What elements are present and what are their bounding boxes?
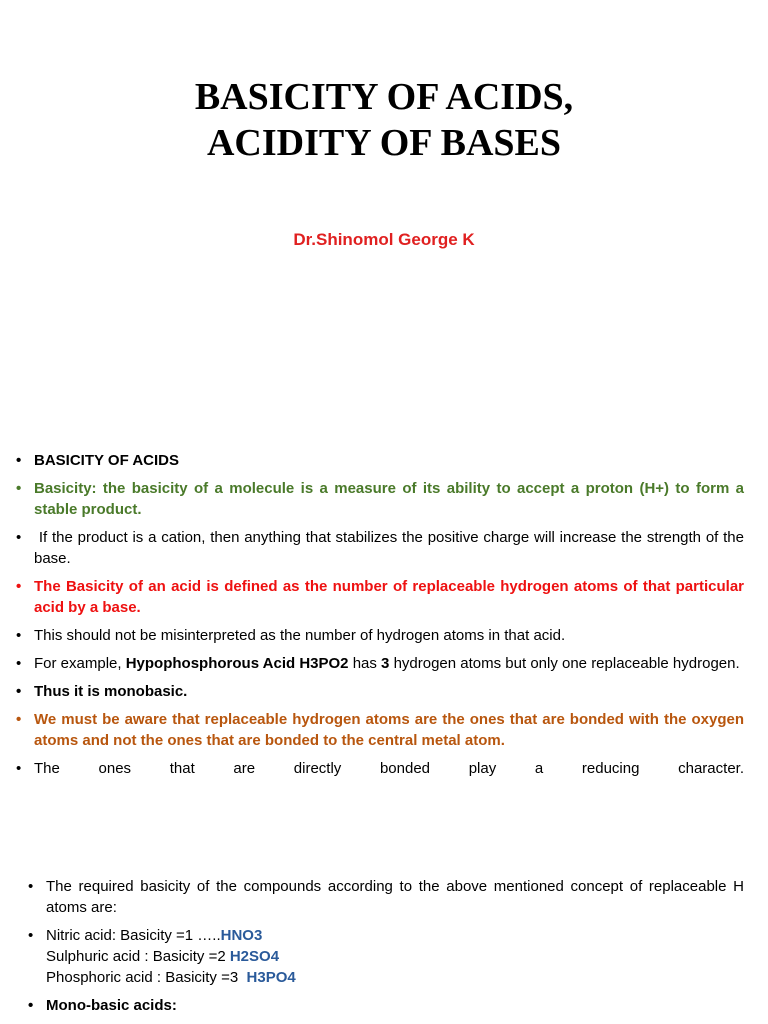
bullet-acid-definition: • The Basicity of an acid is defined as the number of replaceable hydrogen atoms of that particular acid by a base. [16,576,744,618]
title-line-1: BASICITY OF ACIDS, [194,76,574,118]
basicity-list [28,876,744,1023]
bullet-example [16,653,744,674]
bullet-cation [16,527,744,569]
example-acid: Hypophosphorous Acid H3PO2 [125,655,349,672]
phosphoric-formula: H3PO4 [246,969,296,986]
bullet-heading: • BASICITY OF ACIDS [16,450,744,471]
example-has: has [352,655,377,672]
phosphoric-label: Phosphoric acid : Basicity =3 [46,969,239,986]
nitric-line [46,925,744,946]
bullet-directly-bonded: • The ones that are directly bonded play a reducing character. [16,758,744,779]
bullet-required-basicity: • The required basicity of the compounds according to the above mentioned concept of replaceable H atoms are: [28,876,744,918]
bullet-monobasic-acids: • Mono-basic acids: [28,995,744,1016]
sulphuric-formula: H2SO4 [229,948,280,965]
bullet-acid-examples [28,925,744,988]
example-prefix: For example, [34,655,122,672]
bullet-misinterpret: • This should not be misinterpreted as the number of hydrogen atoms in that acid. [16,625,744,646]
title-line-2: ACIDITY OF BASES [206,122,562,164]
nitric-formula: HNO3 [220,927,263,944]
slide-title [0,74,768,166]
phosphoric-line [46,967,744,988]
sulphuric-line [46,946,744,967]
bullet-list [16,450,744,786]
bullet-monobasic: • Thus it is monobasic. [16,681,744,702]
bullet-aware: • We must be aware that replaceable hydrogen atoms are the ones that are bonded with the oxygen atoms and not the ones that are bonded to the central metal atom. [16,709,744,751]
cation-text: If the product is a cation, then anything that stabilizes the positive charge will increase the strength of the base. [34,529,744,567]
sulphuric-label: Sulphuric acid : Basicity =2 [46,948,226,965]
bullet-basicity-definition: • Basicity: the basicity of a molecule is a measure of its ability to accept a proton (H+) to form a stable product. [16,478,744,520]
example-count: 3 [381,655,390,672]
author-name: Dr.Shinomol George K [293,230,475,249]
nitric-label: Nitric acid: Basicity =1 ….. [46,927,221,944]
example-suffix: hydrogen atoms but only one replaceable hydrogen. [393,655,740,672]
